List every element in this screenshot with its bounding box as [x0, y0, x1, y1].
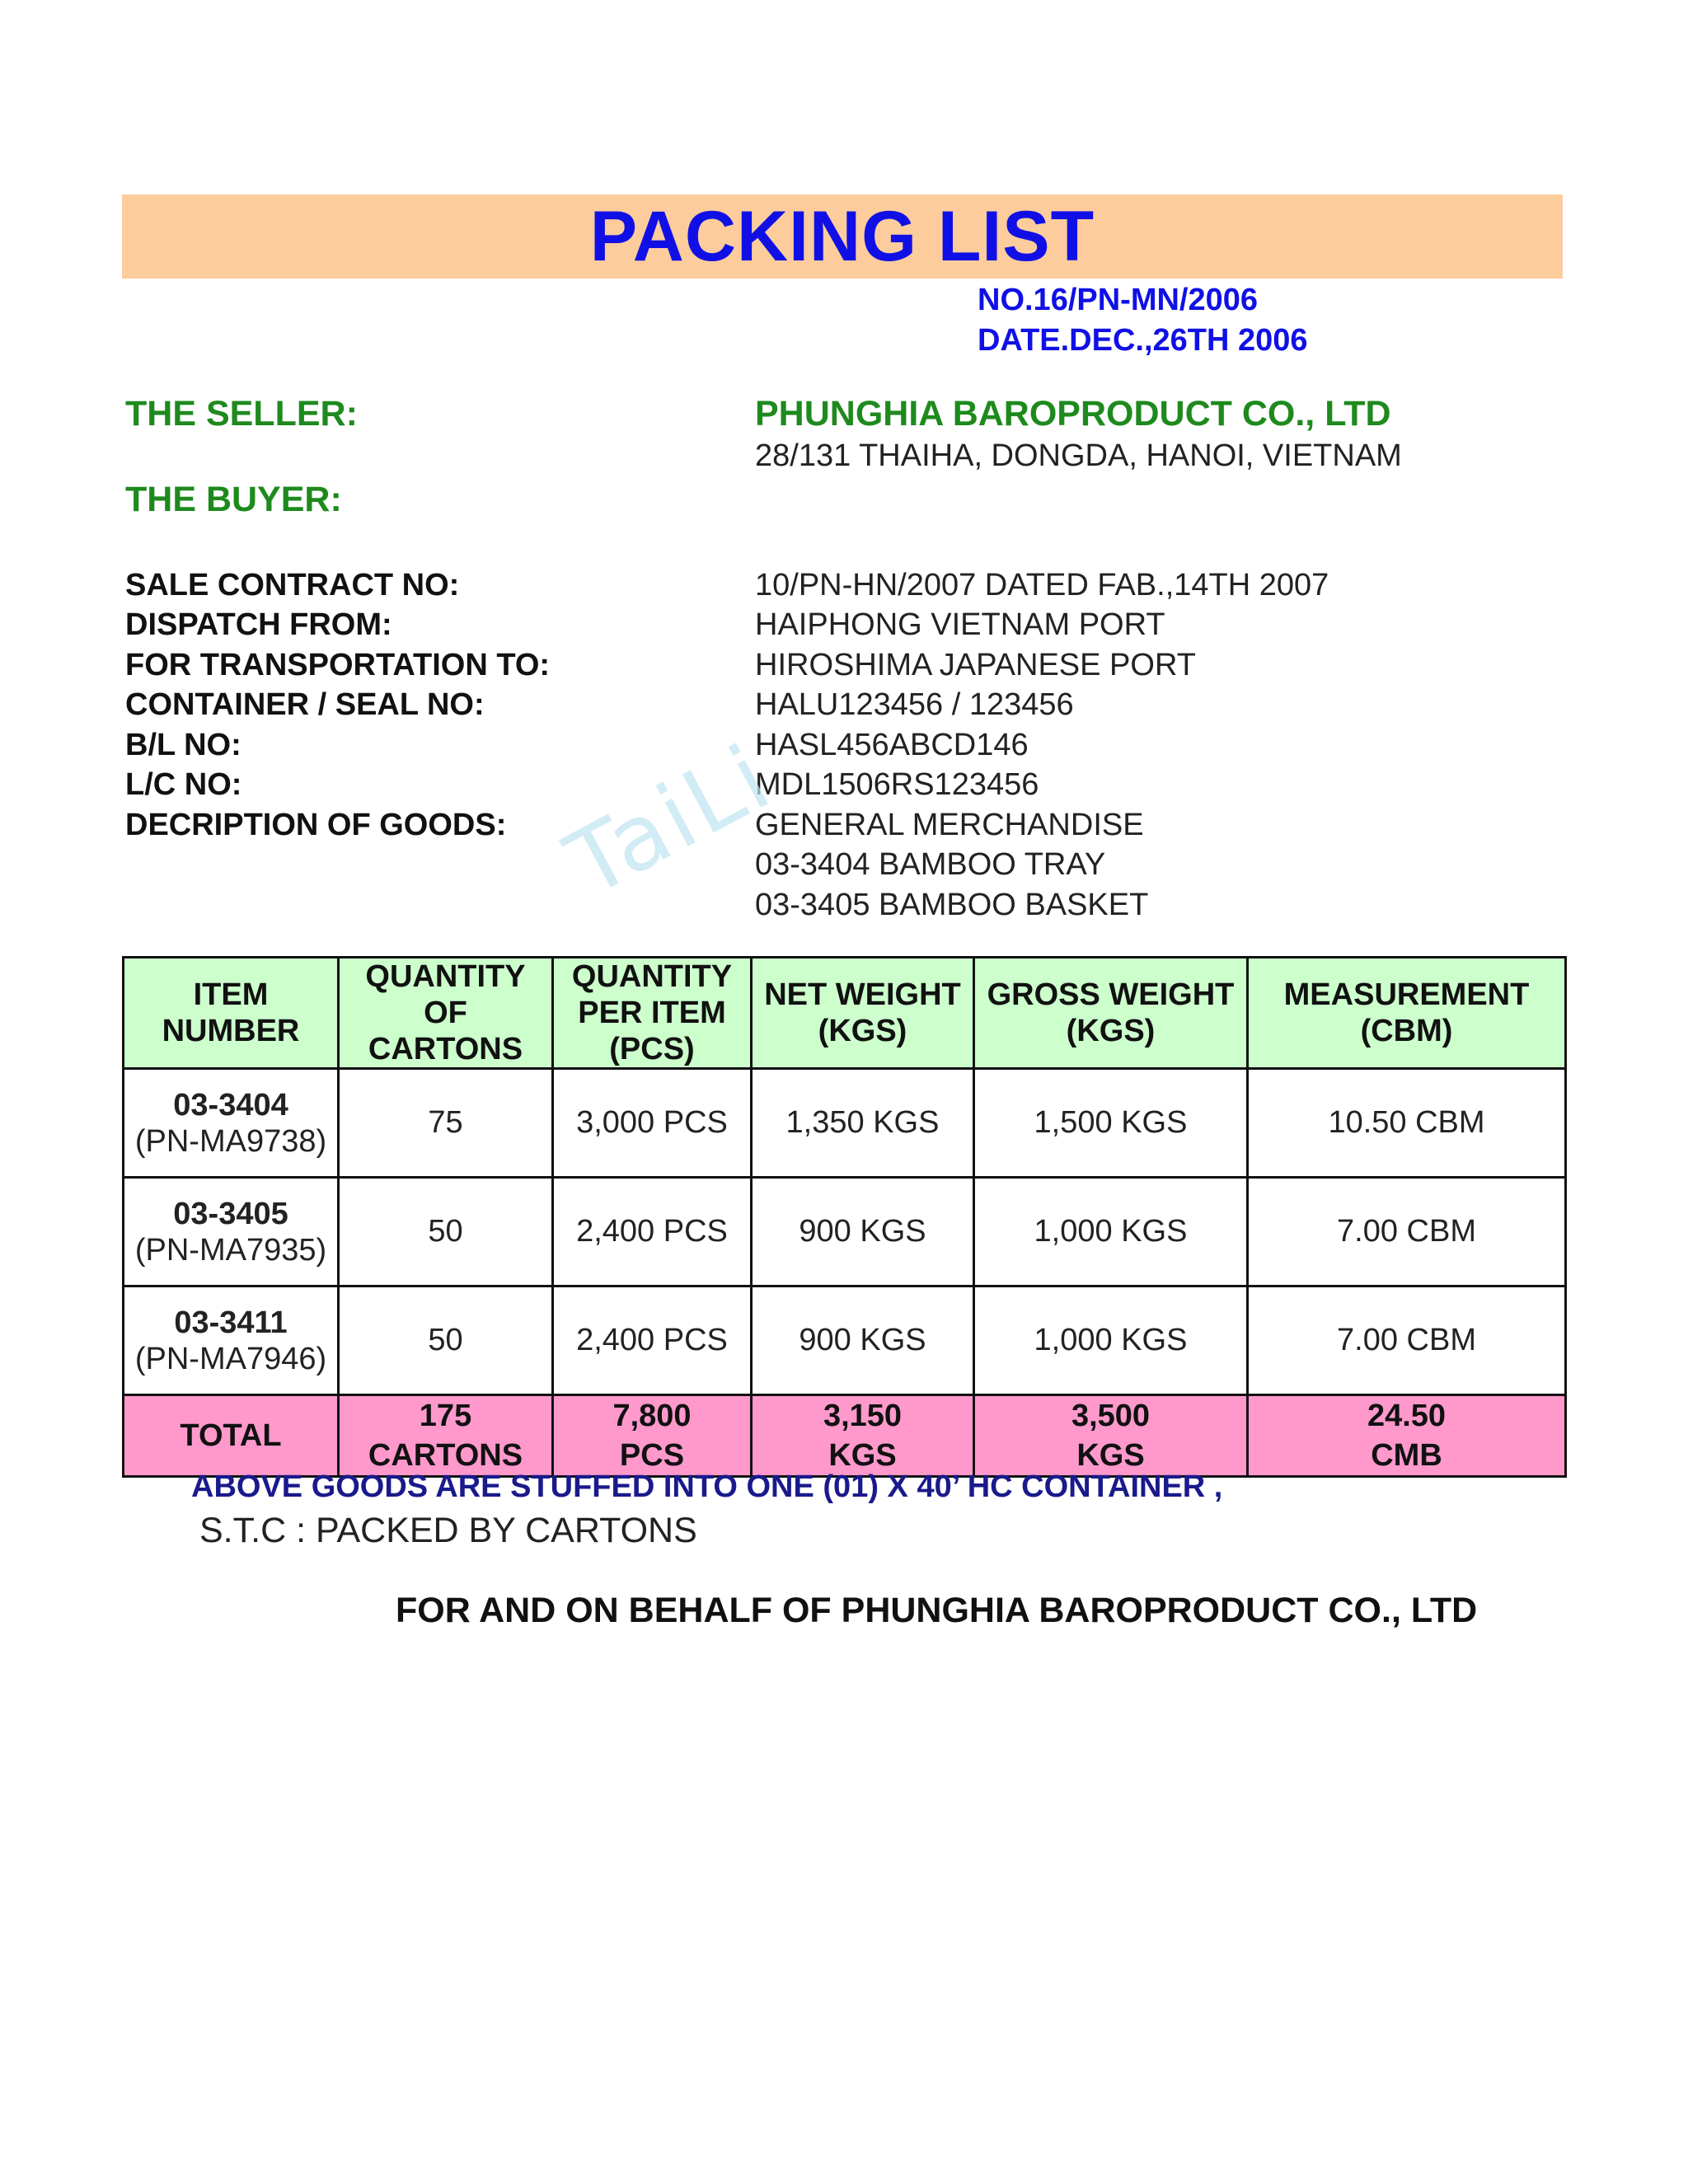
- detail-value: MDL1506RS123456: [755, 767, 1039, 803]
- title-bar: [122, 194, 1563, 279]
- detail-value: 03-3404 BAMBOO TRAY: [755, 847, 1106, 883]
- detail-value: HALU123456 / 123456: [755, 687, 1074, 723]
- cell-pcs: 2,400 PCS: [553, 1286, 752, 1395]
- total-measurement: 24.50 CMB: [1248, 1395, 1566, 1477]
- detail-row-dispatch-from: [125, 606, 1559, 646]
- detail-label: CONTAINER / SEAL NO:: [125, 687, 485, 723]
- detail-row-container-seal: [125, 686, 1559, 726]
- detail-row-goods-1: [125, 846, 1559, 886]
- detail-label: FOR TRANSPORTATION TO:: [125, 647, 551, 682]
- detail-value: HIROSHIMA JAPANESE PORT: [755, 647, 1196, 682]
- cell-net-weight: 900 KGS: [752, 1178, 974, 1286]
- shipment-details: [125, 565, 1559, 926]
- buyer-label: THE BUYER:: [125, 480, 342, 519]
- cell-measurement: 7.00 CBM: [1248, 1286, 1566, 1395]
- table-header-row: [124, 958, 1566, 1069]
- item-ref: (PN-MA7935): [134, 1232, 327, 1268]
- total-label: TOTAL: [124, 1395, 339, 1477]
- detail-value: HASL456ABCD146: [755, 727, 1029, 762]
- detail-value: HAIPHONG VIETNAM PORT: [755, 607, 1165, 643]
- total-gross-weight: 3,500 KGS: [974, 1395, 1248, 1477]
- item-code: 03-3405: [173, 1196, 288, 1231]
- detail-row-lc-no: [125, 766, 1559, 806]
- cell-pcs: 2,400 PCS: [553, 1178, 752, 1286]
- total-pcs: 7,800 PCS: [553, 1395, 752, 1477]
- detail-label: DISPATCH FROM:: [125, 607, 392, 643]
- item-ref: (PN-MA9738): [134, 1123, 327, 1159]
- detail-value: 10/PN-HN/2007 DATED FAB.,14TH 2007: [755, 567, 1329, 602]
- container-note: ABOVE GOODS ARE STUFFED INTO ONE (01) X 40’ HC CONTAINER ,: [191, 1469, 1223, 1504]
- cell-net-weight: 900 KGS: [752, 1286, 974, 1395]
- seller-name: PHUNGHIA BAROPRODUCT CO., LTD: [755, 394, 1391, 434]
- cell-measurement: 10.50 CBM: [1248, 1069, 1566, 1178]
- item-ref: (PN-MA7946): [134, 1341, 327, 1376]
- header-item-number: ITEM NUMBER: [124, 958, 339, 1069]
- detail-row-bl-no: [125, 725, 1559, 766]
- item-code: 03-3411: [174, 1305, 288, 1340]
- header-gross-weight: GROSS WEIGHT (KGS): [974, 958, 1248, 1069]
- cell-gross-weight: 1,000 KGS: [974, 1178, 1248, 1286]
- seller-label: THE SELLER:: [125, 394, 358, 434]
- cell-measurement: 7.00 CBM: [1248, 1178, 1566, 1286]
- cell-cartons: 50: [339, 1178, 553, 1286]
- detail-label: B/L NO:: [125, 727, 241, 762]
- cell-item: [124, 1069, 339, 1178]
- cell-cartons: 50: [339, 1286, 553, 1395]
- watermark: TaiLi: [551, 724, 789, 918]
- cell-item: [124, 1286, 339, 1395]
- detail-label: SALE CONTRACT NO:: [125, 567, 460, 602]
- cell-gross-weight: 1,500 KGS: [974, 1069, 1248, 1178]
- total-row: [124, 1395, 1566, 1477]
- item-code: 03-3404: [173, 1087, 288, 1122]
- cell-net-weight: 1,350 KGS: [752, 1069, 974, 1178]
- header-net-weight: NET WEIGHT (KGS): [752, 958, 974, 1069]
- page-title: PACKING LIST: [589, 197, 1095, 276]
- detail-row-transportation-to: [125, 645, 1559, 686]
- document-meta: [978, 280, 1308, 361]
- detail-value: 03-3405 BAMBOO BASKET: [755, 887, 1149, 922]
- signature-line: FOR AND ON BEHALF OF PHUNGHIA BAROPRODUCT CO., LTD: [396, 1591, 1478, 1630]
- seller-address: 28/131 THAIHA, DONGDA, HANOI, VIETNAM: [755, 438, 1402, 473]
- document-date: DATE.DEC.,26TH 2006: [978, 323, 1308, 358]
- total-cartons: 175 CARTONS: [339, 1395, 553, 1477]
- table-row: [124, 1178, 1566, 1286]
- stc-note: S.T.C : PACKED BY CARTONS: [199, 1511, 697, 1550]
- detail-row-description: [125, 805, 1559, 846]
- detail-value: GENERAL MERCHANDISE: [755, 807, 1144, 842]
- header-quantity-cartons: QUANTITY OF CARTONS: [339, 958, 553, 1069]
- table-row: [124, 1286, 1566, 1395]
- total-net-weight: 3,150 KGS: [752, 1395, 974, 1477]
- table-row: [124, 1069, 1566, 1178]
- cell-cartons: 75: [339, 1069, 553, 1178]
- detail-label: L/C NO:: [125, 767, 242, 803]
- cell-gross-weight: 1,000 KGS: [974, 1286, 1248, 1395]
- document-number: NO.16/PN-MN/2006: [978, 283, 1259, 317]
- packing-table: [122, 956, 1567, 1478]
- cell-item: [124, 1178, 339, 1286]
- header-quantity-per-item: QUANTITY PER ITEM (PCS): [553, 958, 752, 1069]
- detail-row-sale-contract: [125, 565, 1559, 606]
- detail-row-goods-2: [125, 885, 1559, 926]
- cell-pcs: 3,000 PCS: [553, 1069, 752, 1178]
- detail-label: DECRIPTION OF GOODS:: [125, 807, 507, 842]
- header-measurement: MEASUREMENT (CBM): [1248, 958, 1566, 1069]
